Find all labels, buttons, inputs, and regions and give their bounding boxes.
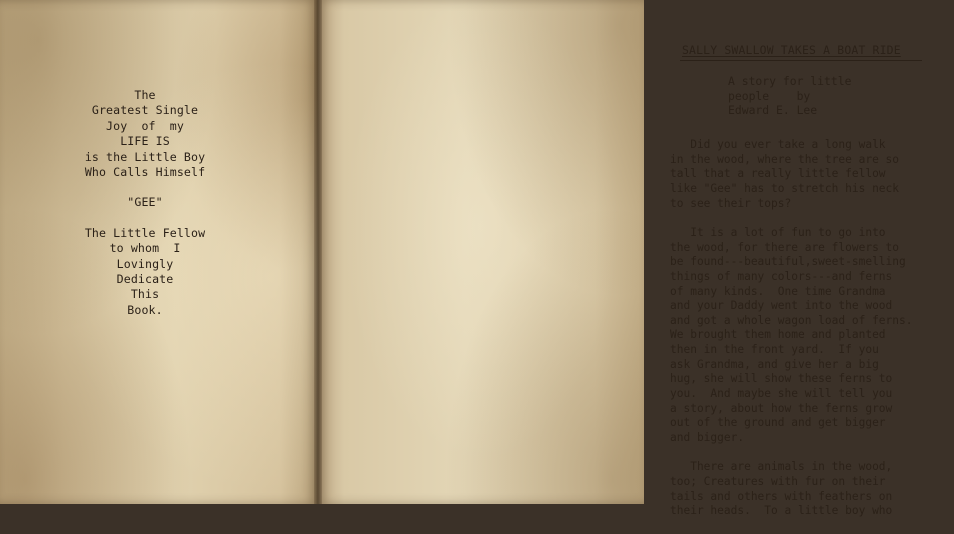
book-gutter xyxy=(314,0,322,504)
dedication-line: Joy of my xyxy=(106,118,184,133)
dedication-line: Greatest Single xyxy=(91,103,199,118)
text-line: you. And maybe she will tell you xyxy=(670,387,893,401)
text-line: out of the ground and get bigger xyxy=(670,416,886,430)
text-line: We brought them home and planted xyxy=(670,328,886,342)
text-line: hug, she will show these ferns to xyxy=(670,372,893,386)
paragraph xyxy=(670,226,954,446)
paragraph xyxy=(670,460,954,519)
text-line: and got a whole wagon load of ferns. xyxy=(670,313,913,327)
text-line: too; Creatures with fur on their xyxy=(670,474,886,488)
byline-line: people by xyxy=(728,88,811,103)
left-page xyxy=(0,0,318,504)
text-line: the wood, for there are flowers to xyxy=(670,240,900,254)
dedication-line: Who Calls Himself xyxy=(84,165,206,180)
dedication-line: This xyxy=(130,287,160,302)
byline-line: Edward E. Lee xyxy=(728,103,818,118)
story-byline xyxy=(728,74,851,118)
text-line: to see their tops? xyxy=(670,196,792,210)
text-line: their heads. To a little boy who xyxy=(670,504,893,518)
right-page xyxy=(318,0,913,518)
text-line: tall that a really little fellow xyxy=(670,167,886,181)
dedication-line: is the Little Boy xyxy=(84,149,206,164)
text-line: be found---beautiful,sweet-smelling xyxy=(670,255,906,269)
text-line: a story, about how the ferns grow xyxy=(670,401,893,415)
text-line: and your Daddy went into the wood xyxy=(670,299,893,313)
dedication-line: Lovingly xyxy=(116,256,174,271)
text-line: There are animals in the wood, xyxy=(670,460,893,474)
text-line: things of many colors---and ferns xyxy=(670,269,893,283)
story-body xyxy=(670,138,954,534)
dedication-text xyxy=(40,88,250,318)
dedication-line: Book. xyxy=(127,302,163,317)
dedication-line: LIFE IS xyxy=(120,134,170,149)
text-line: and bigger. xyxy=(670,431,745,445)
dedication-line: Dedicate xyxy=(116,272,174,287)
story-title: SALLY SWALLOW TAKES A BOAT RIDE xyxy=(682,43,901,57)
dedication-line: "GEE" xyxy=(127,195,163,210)
dedication-line: to whom I xyxy=(109,241,181,256)
text-line: then in the front yard. If you xyxy=(670,343,879,357)
text-line: of many kinds. One time Grandma xyxy=(670,284,886,298)
text-line: like "Gee" has to stretch his neck xyxy=(670,181,900,195)
dedication-spacer xyxy=(40,180,250,195)
text-line: It is a lot of fun to go into xyxy=(670,225,886,239)
text-line: Did you ever take a long walk xyxy=(670,138,886,151)
text-line: tails and others with feathers on xyxy=(670,489,893,503)
dedication-line: The xyxy=(134,88,156,102)
title-underline-rule xyxy=(680,60,922,61)
text-line: in the wood, where the tree are so xyxy=(670,152,900,166)
dedication-spacer xyxy=(40,211,250,226)
dedication-line: The Little Fellow xyxy=(84,225,206,240)
paragraph xyxy=(670,138,954,211)
text-line: ask Grandma, and give her a big xyxy=(670,357,879,371)
byline-line: A story for little xyxy=(728,74,852,88)
